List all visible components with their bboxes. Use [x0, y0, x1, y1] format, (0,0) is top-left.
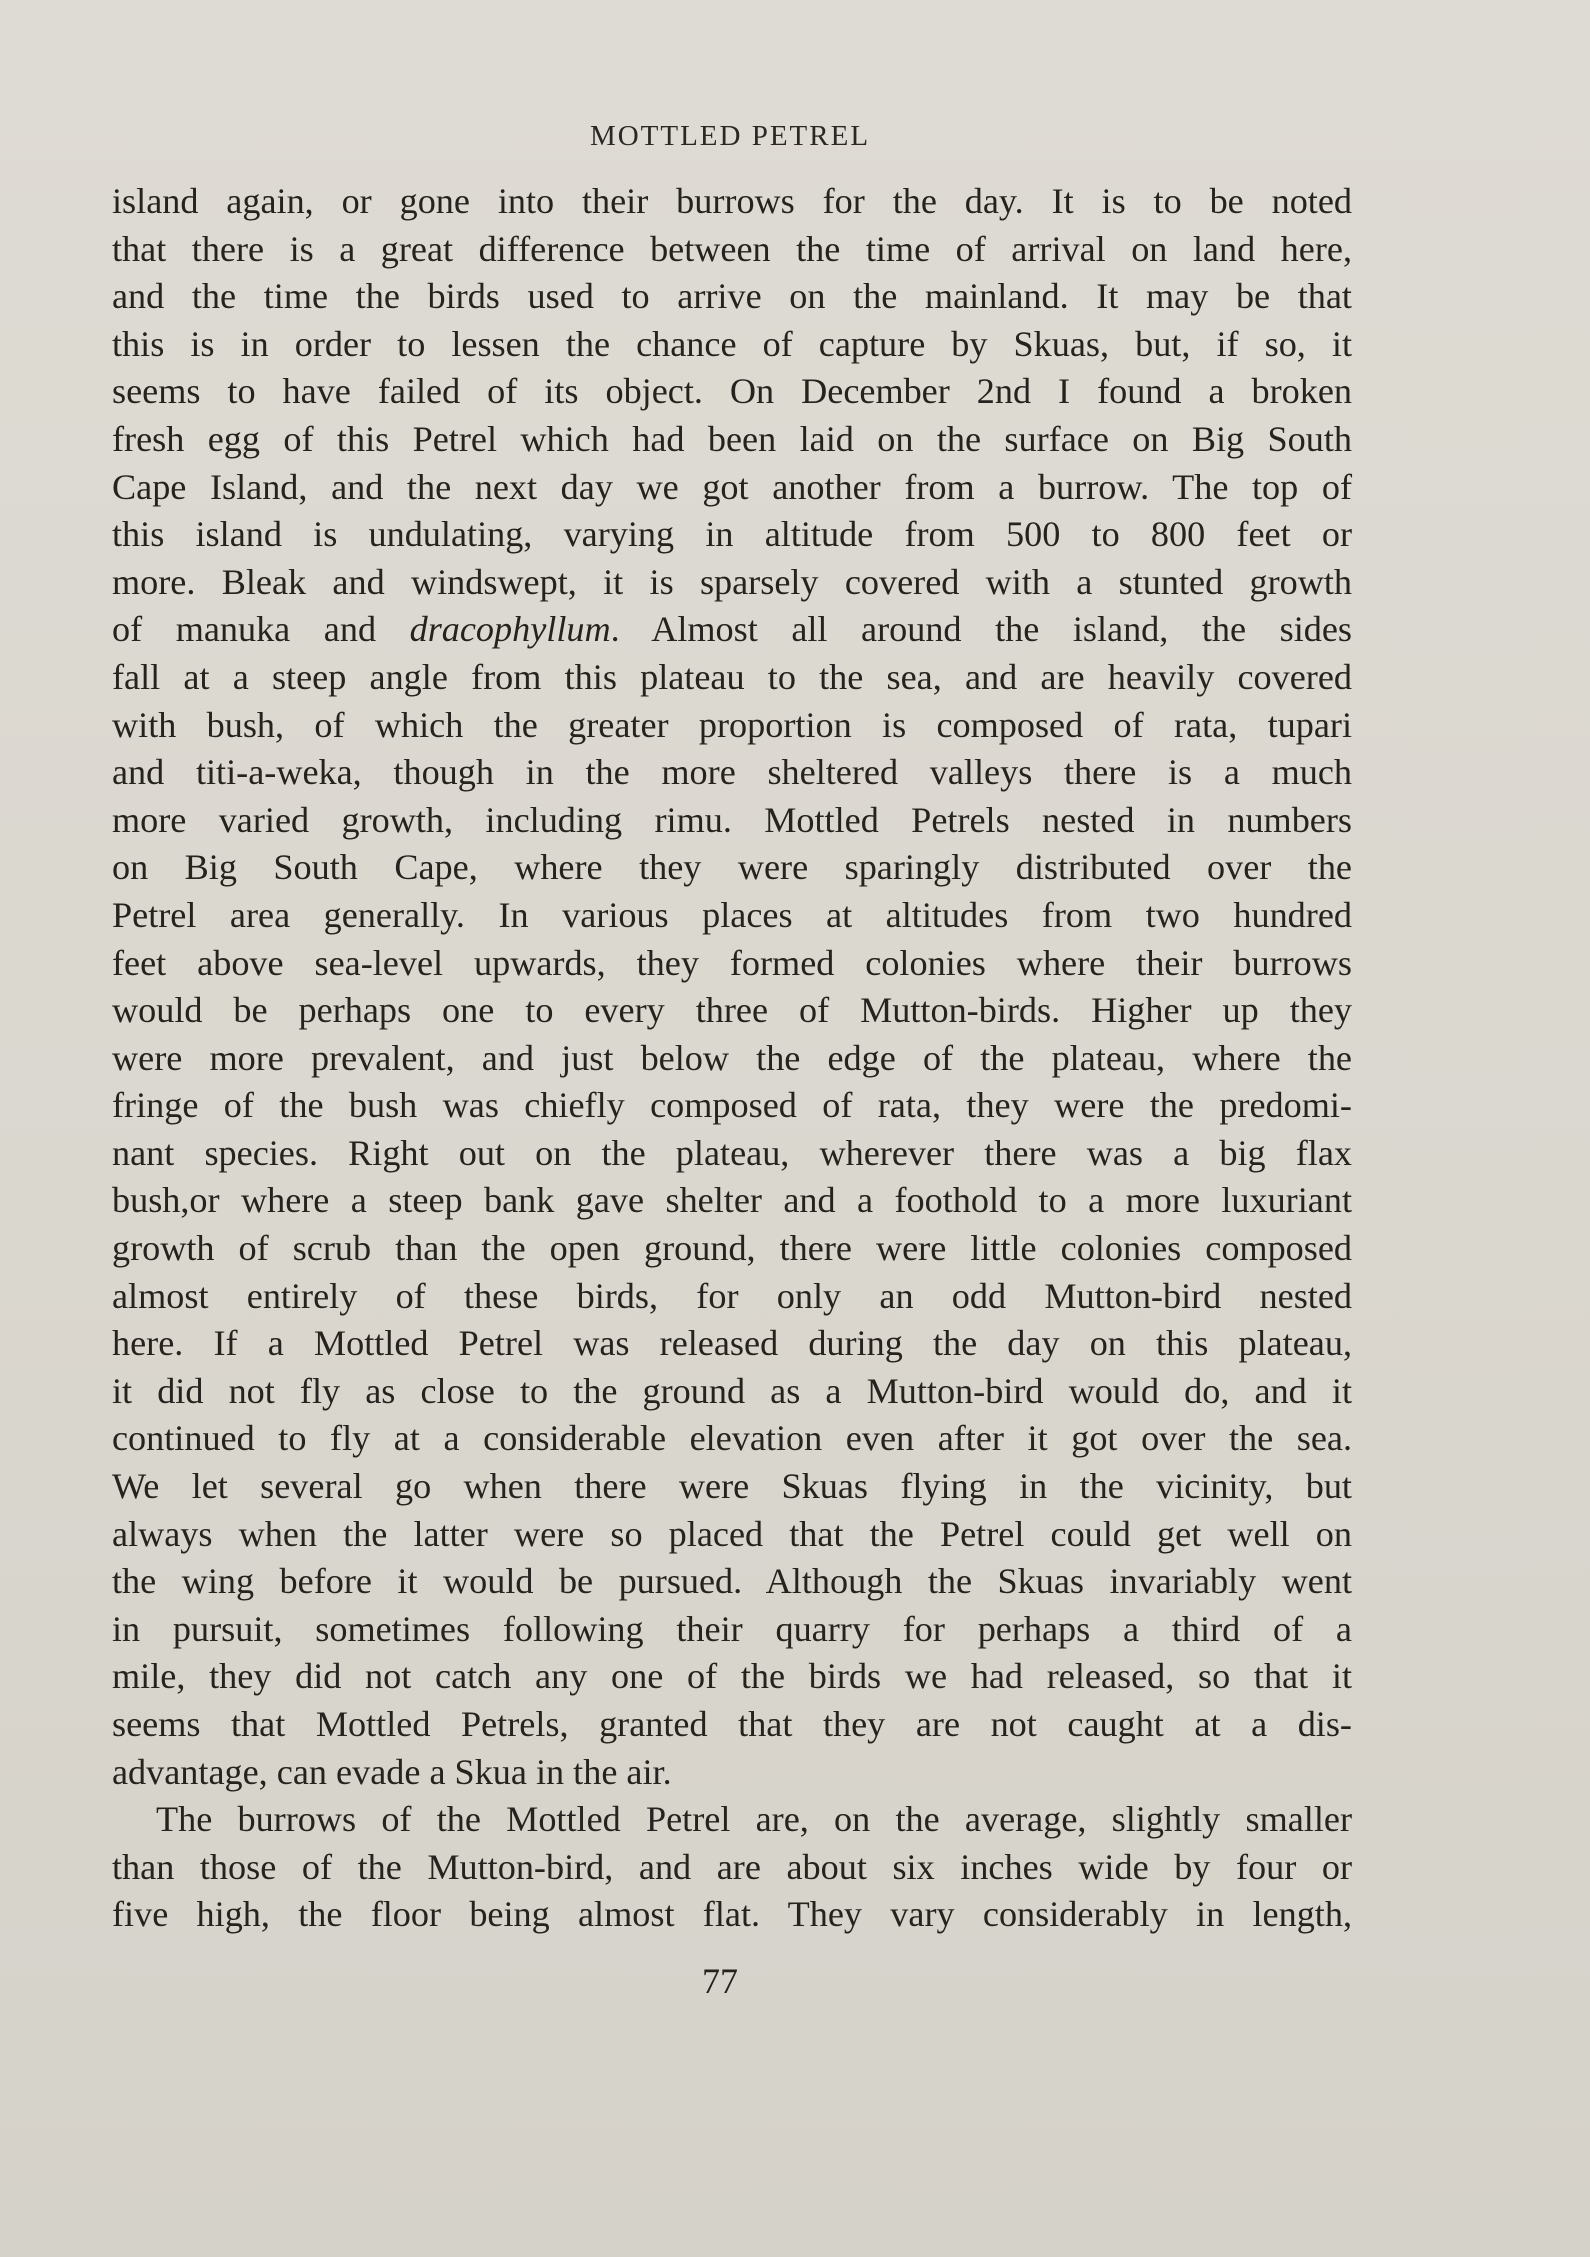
text-line: The burrows of the Mottled Petrel are, on the average, slightly smaller — [156, 1799, 1352, 1840]
text-line: with bush, of which the greater proportion is composed of rata, tupari — [112, 704, 1352, 745]
text-line: fresh egg of this Petrel which had been laid on the surface on Big South — [112, 418, 1352, 459]
text-line: always when the latter were so placed that the Petrel could get well on — [112, 1513, 1352, 1554]
text-line: were more prevalent, and just below the edge of the plateau, where the — [112, 1037, 1352, 1078]
text-line: growth of scrub than the open ground, there were little colonies composed — [112, 1228, 1352, 1269]
text-line: would be perhaps one to every three of Mutton-birds. Higher up they — [112, 990, 1352, 1031]
text-line: and titi-a-weka, though in the more sheltered valleys there is a much — [112, 752, 1352, 793]
text-line: island again, or gone into their burrows for the day. It is to be noted — [112, 181, 1352, 221]
text-line — [112, 606, 1352, 654]
page-number: 77 — [702, 1961, 738, 2001]
text-line: the wing before it would be pursued. Although the Skuas invariably went — [112, 1561, 1352, 1602]
text-line: more. Bleak and windswept, it is sparsely covered with a stunted growth — [112, 561, 1352, 602]
text-line: it did not fly as close to the ground as a Mutton-bird would do, and it — [112, 1370, 1352, 1411]
text-line: and the time the birds used to arrive on the mainland. It may be that — [112, 276, 1352, 317]
text-line: five high, the floor being almost flat. They vary considerably in length, — [112, 1894, 1352, 1935]
body-text — [112, 178, 1352, 1939]
text-line: almost entirely of these birds, for only an odd Mutton-bird nested — [112, 1275, 1352, 1316]
text-line: feet above sea-level upwards, they formed colonies where their burrows — [112, 942, 1352, 983]
text-line: seems to have failed of its object. On December 2nd I found a broken — [112, 371, 1352, 412]
text-line: this is in order to lessen the chance of capture by Skuas, but, if so, it — [112, 323, 1352, 364]
text-line: fall at a steep angle from this plateau to the sea, and are heavily covered — [112, 656, 1352, 697]
text-line: that there is a great difference between the time of arrival on land here, — [112, 228, 1352, 269]
text-line: this island is undulating, varying in altitude from 500 to 800 feet or — [112, 514, 1352, 555]
text-line: more varied growth, including rimu. Mottled Petrels nested in numbers — [112, 799, 1352, 840]
text-line: seems that Mottled Petrels, granted that they are not caught at a dis- — [112, 1704, 1352, 1744]
text-line: We let several go when there were Skuas flying in the vicinity, but — [112, 1466, 1352, 1507]
text-run: of manuka and — [112, 609, 410, 650]
text-line: nant species. Right out on the plateau, wherever there was a big flax — [112, 1132, 1352, 1173]
text-line: in pursuit, sometimes following their quarry for perhaps a third of a — [112, 1608, 1352, 1649]
text-run: . Almost all around the island, the sides — [610, 609, 1352, 650]
text-line: Cape Island, and the next day we got another from a burrow. The top of — [112, 466, 1352, 507]
text-line: fringe of the bush was chiefly composed of rata, they were the predomi- — [112, 1085, 1352, 1126]
running-head: MOTTLED PETREL — [589, 120, 871, 152]
text-line: Petrel area generally. In various places at altitudes from two hundred — [112, 894, 1352, 935]
text-line: continued to fly at a considerable elevation even after it got over the sea. — [112, 1418, 1352, 1459]
paragraph — [112, 1796, 1352, 1939]
text-line: advantage, can evade a Skua in the air. — [112, 1751, 672, 1792]
text-line: mile, they did not catch any one of the birds we had released, so that it — [112, 1656, 1352, 1697]
text-line: on Big South Cape, where they were sparingly distributed over the — [112, 847, 1352, 888]
text-line: here. If a Mottled Petrel was released during the day on this plateau, — [112, 1323, 1352, 1364]
text-line: bush,or where a steep bank gave shelter and a foothold to a more luxuriant — [112, 1180, 1352, 1221]
text-line: than those of the Mutton-bird, and are about six inches wide by four or — [112, 1846, 1352, 1887]
italic-term: dracophyllum — [409, 609, 611, 650]
paragraph — [112, 178, 1352, 1796]
